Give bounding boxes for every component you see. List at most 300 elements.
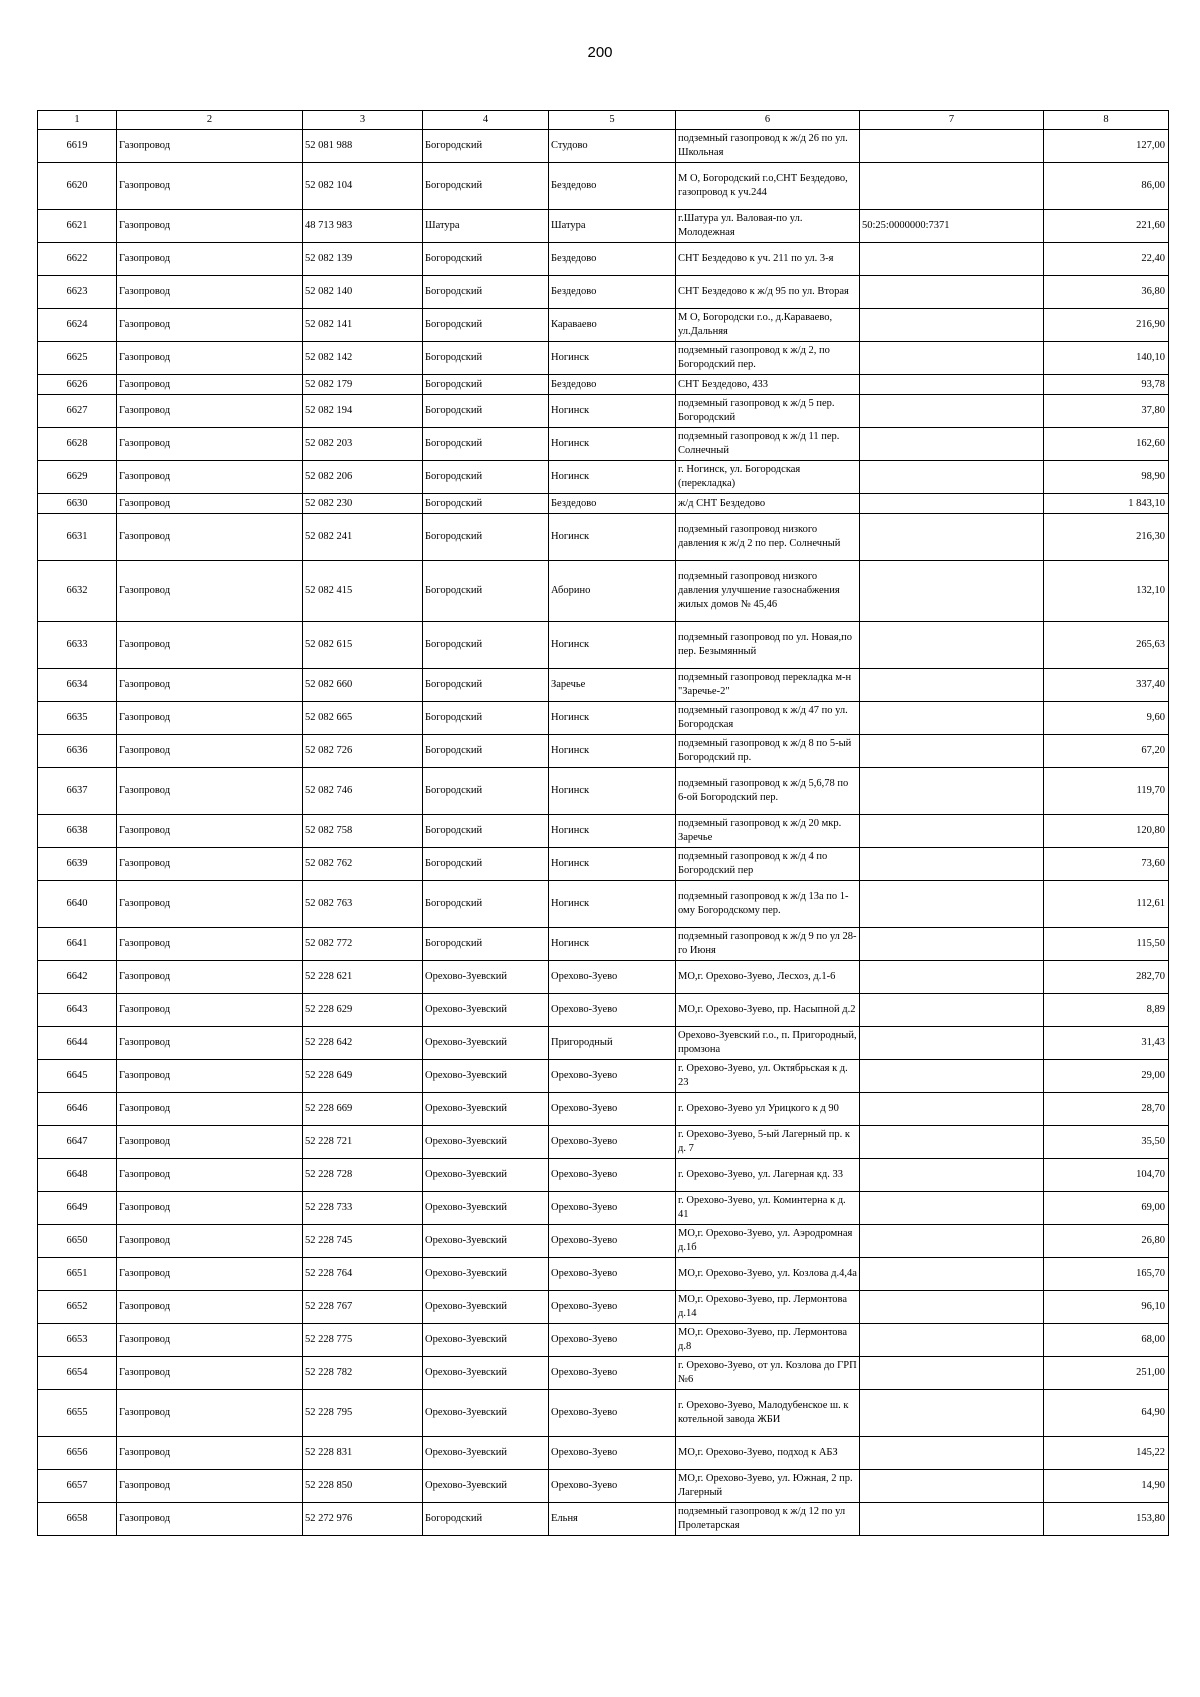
cadastral-number bbox=[860, 1291, 1044, 1324]
table-row bbox=[38, 210, 1169, 243]
cadastral-number bbox=[860, 1357, 1044, 1390]
table-row bbox=[38, 342, 1169, 375]
cadastral-number bbox=[860, 1503, 1044, 1536]
inventory-number: 52 228 764 bbox=[303, 1258, 423, 1291]
table-row bbox=[38, 1503, 1169, 1536]
inventory-number: 52 081 988 bbox=[303, 130, 423, 163]
table-row bbox=[38, 1192, 1169, 1225]
row-number: 6620 bbox=[38, 163, 117, 210]
length-value: 73,60 bbox=[1044, 848, 1169, 881]
row-number: 6658 bbox=[38, 1503, 117, 1536]
row-number: 6632 bbox=[38, 561, 117, 622]
asset-type: Газопровод bbox=[117, 130, 303, 163]
district: Богородский bbox=[423, 702, 549, 735]
cadastral-number bbox=[860, 514, 1044, 561]
inventory-number: 52 228 642 bbox=[303, 1027, 423, 1060]
table-row bbox=[38, 994, 1169, 1027]
inventory-number: 52 082 104 bbox=[303, 163, 423, 210]
length-value: 216,30 bbox=[1044, 514, 1169, 561]
column-header: 8 bbox=[1044, 111, 1169, 130]
locality: Ногинск bbox=[549, 928, 676, 961]
cadastral-number bbox=[860, 309, 1044, 342]
district: Орехово-Зуевский bbox=[423, 1192, 549, 1225]
asset-type: Газопровод bbox=[117, 1357, 303, 1390]
registry-table bbox=[37, 110, 1169, 1536]
row-number: 6642 bbox=[38, 961, 117, 994]
address: подземный газопровод к ж/д 13а по 1-ому Богородскому пер. bbox=[676, 881, 860, 928]
length-value: 115,50 bbox=[1044, 928, 1169, 961]
table-row bbox=[38, 1159, 1169, 1192]
address: СНТ Бездедово, 433 bbox=[676, 375, 860, 395]
locality: Ельня bbox=[549, 1503, 676, 1536]
address: г. Орехово-Зуево, ул. Коминтерна к д. 41 bbox=[676, 1192, 860, 1225]
asset-type: Газопровод bbox=[117, 210, 303, 243]
table-row bbox=[38, 735, 1169, 768]
address: подземный газопровод к ж/д 12 по ул Пролетарская bbox=[676, 1503, 860, 1536]
length-value: 14,90 bbox=[1044, 1470, 1169, 1503]
district: Богородский bbox=[423, 243, 549, 276]
inventory-number: 52 082 140 bbox=[303, 276, 423, 309]
row-number: 6644 bbox=[38, 1027, 117, 1060]
asset-type: Газопровод bbox=[117, 428, 303, 461]
cadastral-number bbox=[860, 1324, 1044, 1357]
row-number: 6653 bbox=[38, 1324, 117, 1357]
table-row bbox=[38, 702, 1169, 735]
cadastral-number bbox=[860, 1027, 1044, 1060]
table-row bbox=[38, 961, 1169, 994]
address: М О, Богородски г.о., д.Караваево, ул.Дальняя bbox=[676, 309, 860, 342]
table-body bbox=[38, 111, 1169, 1536]
inventory-number: 52 228 795 bbox=[303, 1390, 423, 1437]
district: Богородский bbox=[423, 669, 549, 702]
table-row bbox=[38, 768, 1169, 815]
row-number: 6656 bbox=[38, 1437, 117, 1470]
asset-type: Газопровод bbox=[117, 622, 303, 669]
district: Орехово-Зуевский bbox=[423, 1159, 549, 1192]
row-number: 6655 bbox=[38, 1390, 117, 1437]
asset-type: Газопровод bbox=[117, 1060, 303, 1093]
inventory-number: 52 228 669 bbox=[303, 1093, 423, 1126]
table-row bbox=[38, 1093, 1169, 1126]
inventory-number: 52 082 139 bbox=[303, 243, 423, 276]
asset-type: Газопровод bbox=[117, 1093, 303, 1126]
table-row bbox=[38, 815, 1169, 848]
asset-type: Газопровод bbox=[117, 163, 303, 210]
address: МО,г. Орехово-Зуево, пр. Лермонтова д.8 bbox=[676, 1324, 860, 1357]
asset-type: Газопровод bbox=[117, 848, 303, 881]
district: Богородский bbox=[423, 735, 549, 768]
column-header: 4 bbox=[423, 111, 549, 130]
table-row bbox=[38, 1060, 1169, 1093]
district: Богородский bbox=[423, 848, 549, 881]
inventory-number: 52 272 976 bbox=[303, 1503, 423, 1536]
cadastral-number: 50:25:0000000:7371 bbox=[860, 210, 1044, 243]
district: Богородский bbox=[423, 375, 549, 395]
locality: Студово bbox=[549, 130, 676, 163]
locality: Аборино bbox=[549, 561, 676, 622]
row-number: 6649 bbox=[38, 1192, 117, 1225]
address: подземный газопровод к ж/д 5 пер. Богородский bbox=[676, 395, 860, 428]
address: подземный газопровод к ж/д 8 по 5-ый Богородский пр. bbox=[676, 735, 860, 768]
inventory-number: 48 713 983 bbox=[303, 210, 423, 243]
cadastral-number bbox=[860, 1093, 1044, 1126]
locality: Заречье bbox=[549, 669, 676, 702]
row-number: 6650 bbox=[38, 1225, 117, 1258]
cadastral-number bbox=[860, 1060, 1044, 1093]
address: г. Орехово-Зуево, Малодубенское ш. к котельной завода ЖБИ bbox=[676, 1390, 860, 1437]
address: г. Ногинск, ул. Богородская (перекладка) bbox=[676, 461, 860, 494]
asset-type: Газопровод bbox=[117, 669, 303, 702]
address: МО,г. Орехово-Зуево, ул. Аэродромная д.1б bbox=[676, 1225, 860, 1258]
asset-type: Газопровод bbox=[117, 494, 303, 514]
address: СНТ Бездедово к ж/д 95 по ул. Вторая bbox=[676, 276, 860, 309]
length-value: 265,63 bbox=[1044, 622, 1169, 669]
address: СНТ Бездедово к уч. 211 по ул. 3-я bbox=[676, 243, 860, 276]
length-value: 165,70 bbox=[1044, 1258, 1169, 1291]
district: Шатура bbox=[423, 210, 549, 243]
locality: Орехово-Зуево bbox=[549, 994, 676, 1027]
district: Богородский bbox=[423, 309, 549, 342]
row-number: 6648 bbox=[38, 1159, 117, 1192]
address: подземный газопровод к ж/д 5,6,78 по 6-ой Богородский пер. bbox=[676, 768, 860, 815]
inventory-number: 52 082 194 bbox=[303, 395, 423, 428]
asset-type: Газопровод bbox=[117, 342, 303, 375]
address: М О, Богородский г.о,СНТ Бездедово, газопровод к уч.244 bbox=[676, 163, 860, 210]
inventory-number: 52 082 415 bbox=[303, 561, 423, 622]
row-number: 6636 bbox=[38, 735, 117, 768]
district: Богородский bbox=[423, 815, 549, 848]
locality: Бездедово bbox=[549, 494, 676, 514]
row-number: 6638 bbox=[38, 815, 117, 848]
row-number: 6639 bbox=[38, 848, 117, 881]
district: Орехово-Зуевский bbox=[423, 1027, 549, 1060]
length-value: 221,60 bbox=[1044, 210, 1169, 243]
asset-type: Газопровод bbox=[117, 375, 303, 395]
length-value: 9,60 bbox=[1044, 702, 1169, 735]
district: Орехово-Зуевский bbox=[423, 1258, 549, 1291]
row-number: 6657 bbox=[38, 1470, 117, 1503]
row-number: 6634 bbox=[38, 669, 117, 702]
address: подземный газопровод к ж/д 20 мкр. Заречье bbox=[676, 815, 860, 848]
table-row bbox=[38, 1437, 1169, 1470]
asset-type: Газопровод bbox=[117, 1225, 303, 1258]
inventory-number: 52 082 206 bbox=[303, 461, 423, 494]
locality: Ногинск bbox=[549, 881, 676, 928]
district: Богородский bbox=[423, 130, 549, 163]
address: подземный газопровод к ж/д 4 по Богородский пер bbox=[676, 848, 860, 881]
inventory-number: 52 082 141 bbox=[303, 309, 423, 342]
inventory-number: 52 228 629 bbox=[303, 994, 423, 1027]
district: Орехово-Зуевский bbox=[423, 1470, 549, 1503]
column-header: 3 bbox=[303, 111, 423, 130]
address: МО,г. Орехово-Зуево, подход к АБЗ bbox=[676, 1437, 860, 1470]
row-number: 6646 bbox=[38, 1093, 117, 1126]
address: г. Орехово-Зуево ул Урицкого к д 90 bbox=[676, 1093, 860, 1126]
district: Богородский bbox=[423, 276, 549, 309]
district: Богородский bbox=[423, 1503, 549, 1536]
district: Орехово-Зуевский bbox=[423, 1390, 549, 1437]
asset-type: Газопровод bbox=[117, 395, 303, 428]
locality: Ногинск bbox=[549, 735, 676, 768]
inventory-number: 52 082 772 bbox=[303, 928, 423, 961]
locality: Бездедово bbox=[549, 276, 676, 309]
cadastral-number bbox=[860, 1225, 1044, 1258]
inventory-number: 52 228 621 bbox=[303, 961, 423, 994]
district: Орехово-Зуевский bbox=[423, 994, 549, 1027]
length-value: 120,80 bbox=[1044, 815, 1169, 848]
inventory-number: 52 228 831 bbox=[303, 1437, 423, 1470]
inventory-number: 52 082 758 bbox=[303, 815, 423, 848]
locality: Орехово-Зуево bbox=[549, 1060, 676, 1093]
district: Богородский bbox=[423, 928, 549, 961]
district: Орехово-Зуевский bbox=[423, 1357, 549, 1390]
district: Орехово-Зуевский bbox=[423, 1126, 549, 1159]
address: подземный газопровод к ж/д 9 по ул 28- го Июня bbox=[676, 928, 860, 961]
cadastral-number bbox=[860, 243, 1044, 276]
locality: Орехово-Зуево bbox=[549, 1093, 676, 1126]
district: Богородский bbox=[423, 881, 549, 928]
cadastral-number bbox=[860, 735, 1044, 768]
inventory-number: 52 228 728 bbox=[303, 1159, 423, 1192]
length-value: 337,40 bbox=[1044, 669, 1169, 702]
table-row bbox=[38, 309, 1169, 342]
address: МО,г. Орехово-Зуево, пр. Лермонтова д.14 bbox=[676, 1291, 860, 1324]
address: Орехово-Зуевский г.о., п. Пригородный, промзона bbox=[676, 1027, 860, 1060]
address: г.Шатура ул. Валовая-по ул. Молодежная bbox=[676, 210, 860, 243]
inventory-number: 52 082 746 bbox=[303, 768, 423, 815]
address: МО,г. Орехово-Зуево, пр. Насыпной д.2 bbox=[676, 994, 860, 1027]
table-row bbox=[38, 276, 1169, 309]
column-header: 7 bbox=[860, 111, 1044, 130]
address: подземный газопровод к ж/д 2, по Богородский пер. bbox=[676, 342, 860, 375]
length-value: 31,43 bbox=[1044, 1027, 1169, 1060]
table-row bbox=[38, 1258, 1169, 1291]
table-row bbox=[38, 375, 1169, 395]
asset-type: Газопровод bbox=[117, 1027, 303, 1060]
length-value: 8,89 bbox=[1044, 994, 1169, 1027]
row-number: 6641 bbox=[38, 928, 117, 961]
table-row bbox=[38, 1324, 1169, 1357]
locality: Ногинск bbox=[549, 395, 676, 428]
table-row bbox=[38, 243, 1169, 276]
address: подземный газопровод перекладка м-н "Заречье-2" bbox=[676, 669, 860, 702]
length-value: 140,10 bbox=[1044, 342, 1169, 375]
table-row bbox=[38, 848, 1169, 881]
length-value: 1 843,10 bbox=[1044, 494, 1169, 514]
row-number: 6647 bbox=[38, 1126, 117, 1159]
inventory-number: 52 082 230 bbox=[303, 494, 423, 514]
row-number: 6629 bbox=[38, 461, 117, 494]
cadastral-number bbox=[860, 881, 1044, 928]
address: подземный газопровод к ж/д 47 по ул. Богородская bbox=[676, 702, 860, 735]
row-number: 6643 bbox=[38, 994, 117, 1027]
asset-type: Газопровод bbox=[117, 309, 303, 342]
row-number: 6619 bbox=[38, 130, 117, 163]
table-row bbox=[38, 395, 1169, 428]
inventory-number: 52 082 665 bbox=[303, 702, 423, 735]
length-value: 119,70 bbox=[1044, 768, 1169, 815]
asset-type: Газопровод bbox=[117, 514, 303, 561]
length-value: 112,61 bbox=[1044, 881, 1169, 928]
row-number: 6633 bbox=[38, 622, 117, 669]
row-number: 6626 bbox=[38, 375, 117, 395]
locality: Орехово-Зуево bbox=[549, 1126, 676, 1159]
inventory-number: 52 082 762 bbox=[303, 848, 423, 881]
asset-type: Газопровод bbox=[117, 1437, 303, 1470]
district: Орехово-Зуевский bbox=[423, 961, 549, 994]
cadastral-number bbox=[860, 994, 1044, 1027]
district: Орехово-Зуевский bbox=[423, 1437, 549, 1470]
row-number: 6630 bbox=[38, 494, 117, 514]
locality: Караваево bbox=[549, 309, 676, 342]
inventory-number: 52 228 767 bbox=[303, 1291, 423, 1324]
asset-type: Газопровод bbox=[117, 1324, 303, 1357]
inventory-number: 52 082 615 bbox=[303, 622, 423, 669]
length-value: 67,20 bbox=[1044, 735, 1169, 768]
table-row bbox=[38, 1390, 1169, 1437]
asset-type: Газопровод bbox=[117, 243, 303, 276]
district: Богородский bbox=[423, 494, 549, 514]
district: Богородский bbox=[423, 163, 549, 210]
district: Орехово-Зуевский bbox=[423, 1324, 549, 1357]
inventory-number: 52 082 142 bbox=[303, 342, 423, 375]
cadastral-number bbox=[860, 768, 1044, 815]
address: г. Орехово-Зуево, от ул. Козлова до ГРП №6 bbox=[676, 1357, 860, 1390]
length-value: 36,80 bbox=[1044, 276, 1169, 309]
length-value: 28,70 bbox=[1044, 1093, 1169, 1126]
district: Богородский bbox=[423, 342, 549, 375]
locality: Ногинск bbox=[549, 702, 676, 735]
address: г. Орехово-Зуево, ул. Октябрьская к д. 23 bbox=[676, 1060, 860, 1093]
asset-type: Газопровод bbox=[117, 961, 303, 994]
cadastral-number bbox=[860, 494, 1044, 514]
column-header: 2 bbox=[117, 111, 303, 130]
row-number: 6654 bbox=[38, 1357, 117, 1390]
table-row bbox=[38, 1470, 1169, 1503]
length-value: 96,10 bbox=[1044, 1291, 1169, 1324]
locality: Ногинск bbox=[549, 461, 676, 494]
cadastral-number bbox=[860, 276, 1044, 309]
length-value: 93,78 bbox=[1044, 375, 1169, 395]
district: Орехово-Зуевский bbox=[423, 1291, 549, 1324]
inventory-number: 52 228 733 bbox=[303, 1192, 423, 1225]
row-number: 6651 bbox=[38, 1258, 117, 1291]
cadastral-number bbox=[860, 342, 1044, 375]
district: Богородский bbox=[423, 514, 549, 561]
locality: Ногинск bbox=[549, 428, 676, 461]
table-row bbox=[38, 1357, 1169, 1390]
locality: Орехово-Зуево bbox=[549, 1324, 676, 1357]
row-number: 6627 bbox=[38, 395, 117, 428]
length-value: 104,70 bbox=[1044, 1159, 1169, 1192]
row-number: 6635 bbox=[38, 702, 117, 735]
cadastral-number bbox=[860, 1470, 1044, 1503]
length-value: 69,00 bbox=[1044, 1192, 1169, 1225]
locality: Бездедово bbox=[549, 243, 676, 276]
asset-type: Газопровод bbox=[117, 1470, 303, 1503]
row-number: 6652 bbox=[38, 1291, 117, 1324]
cadastral-number bbox=[860, 461, 1044, 494]
cadastral-number bbox=[860, 622, 1044, 669]
locality: Орехово-Зуево bbox=[549, 1225, 676, 1258]
locality: Бездедово bbox=[549, 375, 676, 395]
cadastral-number bbox=[860, 1258, 1044, 1291]
cadastral-number bbox=[860, 1159, 1044, 1192]
inventory-number: 52 082 763 bbox=[303, 881, 423, 928]
cadastral-number bbox=[860, 561, 1044, 622]
address: г. Орехово-Зуево, ул. Лагерная кд. 33 bbox=[676, 1159, 860, 1192]
district: Богородский bbox=[423, 461, 549, 494]
address: подземный газопровод низкого давления к ж/д 2 по пер. Солнечный bbox=[676, 514, 860, 561]
locality: Пригородный bbox=[549, 1027, 676, 1060]
inventory-number: 52 228 782 bbox=[303, 1357, 423, 1390]
table-row bbox=[38, 622, 1169, 669]
locality: Шатура bbox=[549, 210, 676, 243]
cadastral-number bbox=[860, 1390, 1044, 1437]
row-number: 6625 bbox=[38, 342, 117, 375]
table-row bbox=[38, 669, 1169, 702]
length-value: 216,90 bbox=[1044, 309, 1169, 342]
table-row bbox=[38, 514, 1169, 561]
row-number: 6645 bbox=[38, 1060, 117, 1093]
address: подземный газопровод к ж/д 11 пер. Солнечный bbox=[676, 428, 860, 461]
length-value: 64,90 bbox=[1044, 1390, 1169, 1437]
cadastral-number bbox=[860, 130, 1044, 163]
row-number: 6631 bbox=[38, 514, 117, 561]
row-number: 6623 bbox=[38, 276, 117, 309]
table-row bbox=[38, 1027, 1169, 1060]
locality: Орехово-Зуево bbox=[549, 1291, 676, 1324]
cadastral-number bbox=[860, 815, 1044, 848]
row-number: 6622 bbox=[38, 243, 117, 276]
locality: Бездедово bbox=[549, 163, 676, 210]
address: г. Орехово-Зуево, 5-ый Лагерный пр. к д. 7 bbox=[676, 1126, 860, 1159]
asset-type: Газопровод bbox=[117, 1503, 303, 1536]
row-number: 6624 bbox=[38, 309, 117, 342]
locality: Орехово-Зуево bbox=[549, 1258, 676, 1291]
district: Орехово-Зуевский bbox=[423, 1060, 549, 1093]
column-number-row bbox=[38, 111, 1169, 130]
inventory-number: 52 082 726 bbox=[303, 735, 423, 768]
address: ж/д СНТ Бездедово bbox=[676, 494, 860, 514]
locality: Ногинск bbox=[549, 815, 676, 848]
column-header: 6 bbox=[676, 111, 860, 130]
cadastral-number bbox=[860, 1437, 1044, 1470]
locality: Ногинск bbox=[549, 848, 676, 881]
table-row bbox=[38, 1225, 1169, 1258]
table-row bbox=[38, 130, 1169, 163]
table-row bbox=[38, 928, 1169, 961]
district: Орехово-Зуевский bbox=[423, 1093, 549, 1126]
table-row bbox=[38, 881, 1169, 928]
locality: Ногинск bbox=[549, 514, 676, 561]
length-value: 86,00 bbox=[1044, 163, 1169, 210]
length-value: 98,90 bbox=[1044, 461, 1169, 494]
inventory-number: 52 082 179 bbox=[303, 375, 423, 395]
table-row bbox=[38, 428, 1169, 461]
cadastral-number bbox=[860, 1192, 1044, 1225]
district: Богородский bbox=[423, 561, 549, 622]
cadastral-number bbox=[860, 928, 1044, 961]
locality: Орехово-Зуево bbox=[549, 1470, 676, 1503]
cadastral-number bbox=[860, 375, 1044, 395]
cadastral-number bbox=[860, 428, 1044, 461]
asset-type: Газопровод bbox=[117, 1159, 303, 1192]
length-value: 68,00 bbox=[1044, 1324, 1169, 1357]
cadastral-number bbox=[860, 1126, 1044, 1159]
cadastral-number bbox=[860, 395, 1044, 428]
inventory-number: 52 228 775 bbox=[303, 1324, 423, 1357]
